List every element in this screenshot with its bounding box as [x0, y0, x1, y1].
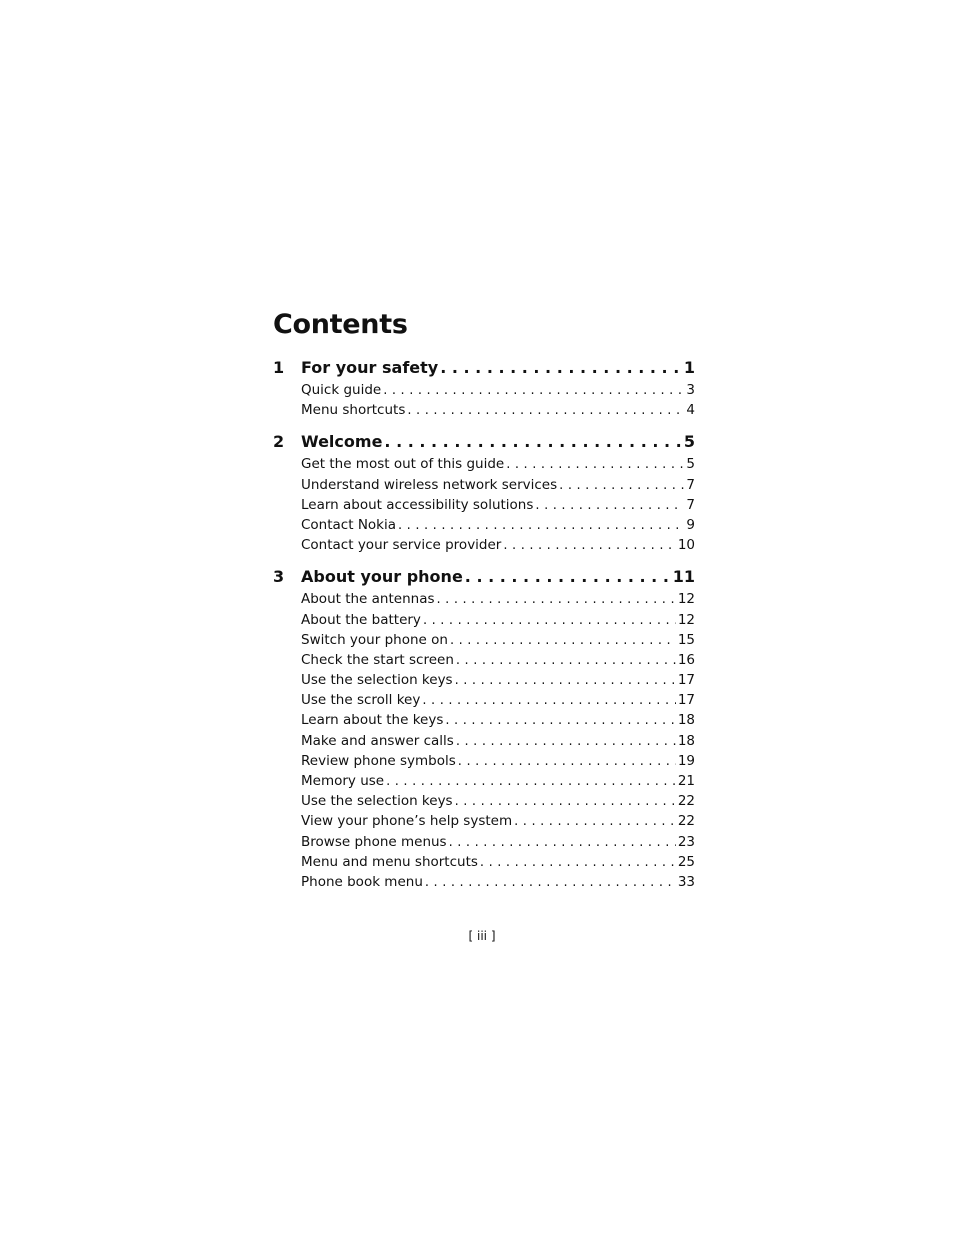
- section-title: Contact your service provider: [301, 537, 502, 554]
- chapter-title: For your safety: [301, 358, 439, 377]
- dot-leader: [440, 356, 682, 380]
- toc-section-entry[interactable]: [301, 515, 695, 535]
- toc-section-entry[interactable]: [301, 872, 695, 892]
- toc-chapter: [273, 565, 695, 892]
- dot-leader: [480, 853, 676, 873]
- toc-section-entry[interactable]: [301, 791, 695, 811]
- section-page: 3: [686, 382, 695, 398]
- dot-leader: [407, 401, 684, 421]
- section-title: About the battery: [301, 611, 421, 628]
- section-title: Menu shortcuts: [301, 402, 406, 419]
- section-page: 10: [677, 537, 695, 554]
- section-title: Review phone symbols: [301, 752, 456, 769]
- chapter-number: 1: [273, 358, 285, 377]
- dot-leader: [450, 631, 676, 651]
- dot-leader: [456, 732, 676, 752]
- section-page: 5: [686, 456, 695, 473]
- toc-section-entry[interactable]: [301, 670, 695, 690]
- section-title: Browse phone menus: [301, 833, 447, 850]
- section-title: Understand wireless network services: [301, 476, 558, 493]
- section-title: Use the scroll key: [301, 692, 421, 709]
- toc-section-entry[interactable]: [301, 630, 695, 650]
- toc-chapter-entry[interactable]: [273, 430, 695, 454]
- section-title: Get the most out of this guide: [301, 456, 505, 473]
- chapter-number: 2: [273, 432, 285, 452]
- toc-section-entry[interactable]: [301, 475, 695, 495]
- dot-leader: [449, 833, 676, 853]
- dot-leader: [455, 792, 676, 812]
- section-title: Learn about accessibility solutions: [301, 496, 534, 513]
- section-page: 17: [677, 672, 695, 689]
- table-of-contents: [273, 356, 695, 902]
- dot-leader: [514, 812, 676, 832]
- section-title: Learn about the keys: [301, 712, 444, 729]
- dot-leader: [437, 590, 676, 610]
- toc-section-entry[interactable]: [301, 731, 695, 751]
- dot-leader: [425, 873, 676, 893]
- section-title: Memory use: [301, 773, 385, 789]
- page-title: Contents: [273, 309, 408, 340]
- section-title: About the antennas: [301, 591, 435, 608]
- section-page: 15: [677, 631, 695, 648]
- section-page: 19: [677, 752, 695, 769]
- dot-leader: [456, 651, 676, 671]
- toc-section-entry[interactable]: [301, 400, 695, 420]
- toc-chapter-entry[interactable]: [273, 565, 695, 589]
- section-page: 18: [677, 712, 695, 729]
- section-page: 22: [677, 793, 695, 810]
- chapter-number: 3: [273, 567, 285, 587]
- toc-section-entry[interactable]: [301, 589, 695, 609]
- chapter-page: 1: [683, 358, 695, 377]
- section-page: 7: [686, 496, 695, 513]
- toc-chapter: [273, 356, 695, 420]
- toc-section-entry[interactable]: [301, 610, 695, 630]
- section-page: 22: [677, 813, 695, 830]
- toc-section-entry[interactable]: [301, 771, 695, 791]
- section-page: 23: [677, 833, 695, 850]
- toc-section-entry[interactable]: [301, 495, 695, 515]
- section-title: Switch your phone on: [301, 631, 448, 648]
- page-number: [ iii ]: [468, 929, 496, 943]
- toc-section-entry[interactable]: [301, 751, 695, 771]
- dot-leader: [398, 516, 684, 536]
- section-title: View your phone’s help system: [301, 813, 513, 830]
- dot-leader: [445, 711, 675, 731]
- section-title: Menu and menu shortcuts: [301, 853, 478, 870]
- section-page: 12: [677, 611, 695, 628]
- section-title: Quick guide: [301, 382, 382, 398]
- section-page: 25: [677, 853, 695, 870]
- section-page: 17: [677, 692, 695, 709]
- dot-leader: [386, 772, 676, 792]
- section-page: 16: [677, 651, 695, 668]
- dot-leader: [423, 611, 676, 631]
- section-title: Phone book menu: [301, 873, 423, 890]
- section-title: Contact Nokia: [301, 516, 397, 533]
- section-title: Use the selection keys: [301, 793, 453, 810]
- dot-leader: [455, 671, 676, 691]
- chapter-title: About your phone: [301, 567, 463, 587]
- chapter-page: 5: [683, 432, 695, 452]
- toc-section-entry[interactable]: [301, 535, 695, 555]
- dot-leader: [422, 691, 675, 711]
- toc-section-entry[interactable]: [301, 710, 695, 730]
- dot-leader: [384, 430, 681, 454]
- dot-leader: [383, 381, 684, 401]
- toc-section-entry[interactable]: [301, 832, 695, 852]
- toc-section-entry[interactable]: [301, 454, 695, 474]
- toc-section-entry[interactable]: [301, 690, 695, 710]
- chapter-title: Welcome: [301, 432, 383, 452]
- dot-leader: [535, 496, 684, 516]
- toc-section-entry[interactable]: [301, 380, 695, 400]
- dot-leader: [559, 476, 684, 496]
- toc-section-entry[interactable]: [301, 811, 695, 831]
- dot-leader: [465, 565, 671, 589]
- toc-section-entry[interactable]: [301, 650, 695, 670]
- toc-section-entry[interactable]: [301, 852, 695, 872]
- section-page: 7: [686, 476, 695, 493]
- section-page: 21: [677, 773, 695, 789]
- dot-leader: [506, 455, 684, 475]
- dot-leader: [503, 536, 675, 556]
- section-page: 12: [677, 591, 695, 608]
- section-page: 18: [677, 732, 695, 749]
- section-title: Check the start screen: [301, 651, 454, 668]
- section-title: Make and answer calls: [301, 732, 454, 749]
- section-title: Use the selection keys: [301, 672, 453, 689]
- dot-leader: [458, 752, 676, 772]
- toc-chapter: [273, 430, 695, 555]
- section-page: 4: [686, 402, 695, 419]
- toc-chapter-entry[interactable]: [273, 356, 695, 380]
- section-page: 9: [686, 516, 695, 533]
- chapter-page: 11: [672, 567, 695, 587]
- section-page: 33: [677, 873, 695, 890]
